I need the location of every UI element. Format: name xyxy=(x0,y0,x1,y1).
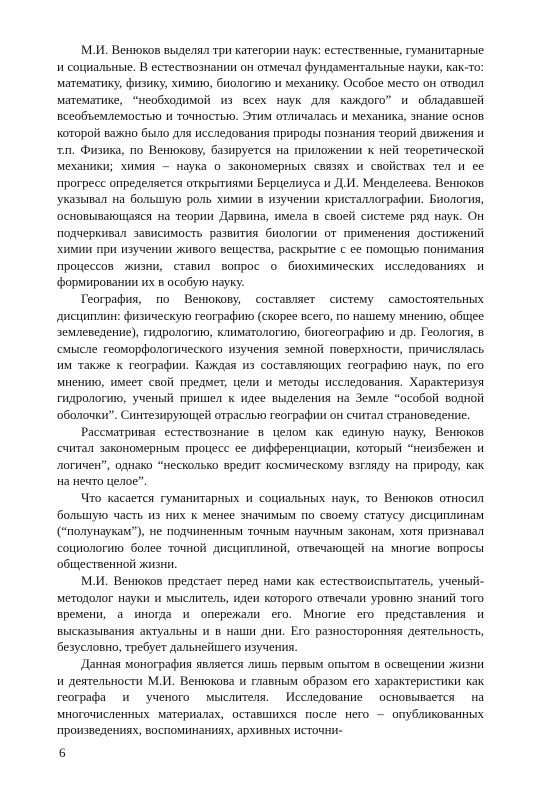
paragraph-natural-science-unity: Рассматривая естествознание в целом как единую науку, Венюков считал закономерным процесс ее дифференциации, который “неизбежен и логичен”, однако “несколько вредит космическому взгляду на природу, как на нечто целое”. xyxy=(57,424,484,489)
paragraph-monograph-intro: Данная монография является лишь первым опытом в освещении жизни и деятельности М.И. Венюкова и главным образом его характеристики как географа и ученого мыслителя. Исследование основывается на многочисленных материалах, оставшихся после него – опубликованных произведениях, воспоминаниях, архивных источни- xyxy=(57,656,484,738)
paragraph-humanities-social: Что касается гуманитарных и социальных наук, то Венюков относил большую часть из них к менее значимым по своему статусу дисциплинам (“полунаукам”), не подчиненным точным научным законам, хотя признавал социологию более точной дисциплиной, отвечающей на многие вопросы общественной жизни. xyxy=(57,491,484,572)
paragraph-categories-of-sciences: М.И. Венюков выделял три категории наук: естественные, гуманитарные и социальные. В естествознании он отмечал фундаментальные науки, как-то: математику, физику, химию, биологию и механику. Особое место он отводил математике, “необходимой из всех наук для каждого” и обладавшей всеобъемлемостью и точностью. Этим отличалась и механика, знание основ которой важно было для исследования природы познания теорий движения и т.п. Физика, по Венюкову, базируется на приложении к ней теоретической механики; химия – наука о закономерных связях и свойствах тел и ее прогресс определяется открытиями Берцелиуса и Д.И. Менделеева. Венюков указывал на большую роль химии в изучении кристаллографии. Биология, основывающаяся на теории Дарвина, имела в своей системе ряд наук. Он подчеркивал зависимость развития биологии от применения достижений химии при изучении живого вещества, раскрытие с ее помощью понимания процессов жизни, ставил вопрос о биохимических исследованиях и формировании их в особую науку. xyxy=(57,43,484,290)
page-number: 6 xyxy=(59,745,66,760)
paragraph-venyukov-assessment: М.И. Венюков предстает перед нами как естествоиспытатель, ученый-методолог науки и мыслитель, идеи которого отвечали уровню знаний того времени, а иногда и опережали его. Многие его представления и высказывания актуальны и в наши дни. Его разносторонняя деятельность, безусловно, требует дальнейшего изучения. xyxy=(57,574,484,655)
document-page xyxy=(57,42,484,739)
paragraph-geography: География, по Венюкову, составляет систему самостоятельных дисциплин: физическую географию (скорее всего, по нашему мнению, общее землеведение), гидрологию, климатологию, биогеографию и др. Геология, в смысле геоморфологического изучения земной поверхности, причислялась им также к географии. Каждая из составляющих географию наук, по его мнению, имеет свой предмет, цели и методы исследования. Характеризуя гидрологию, ученый пришел к идее выделения на Земле “особой водной оболочки”. Синтезирующей отраслью географии он считал страноведение. xyxy=(57,291,484,423)
